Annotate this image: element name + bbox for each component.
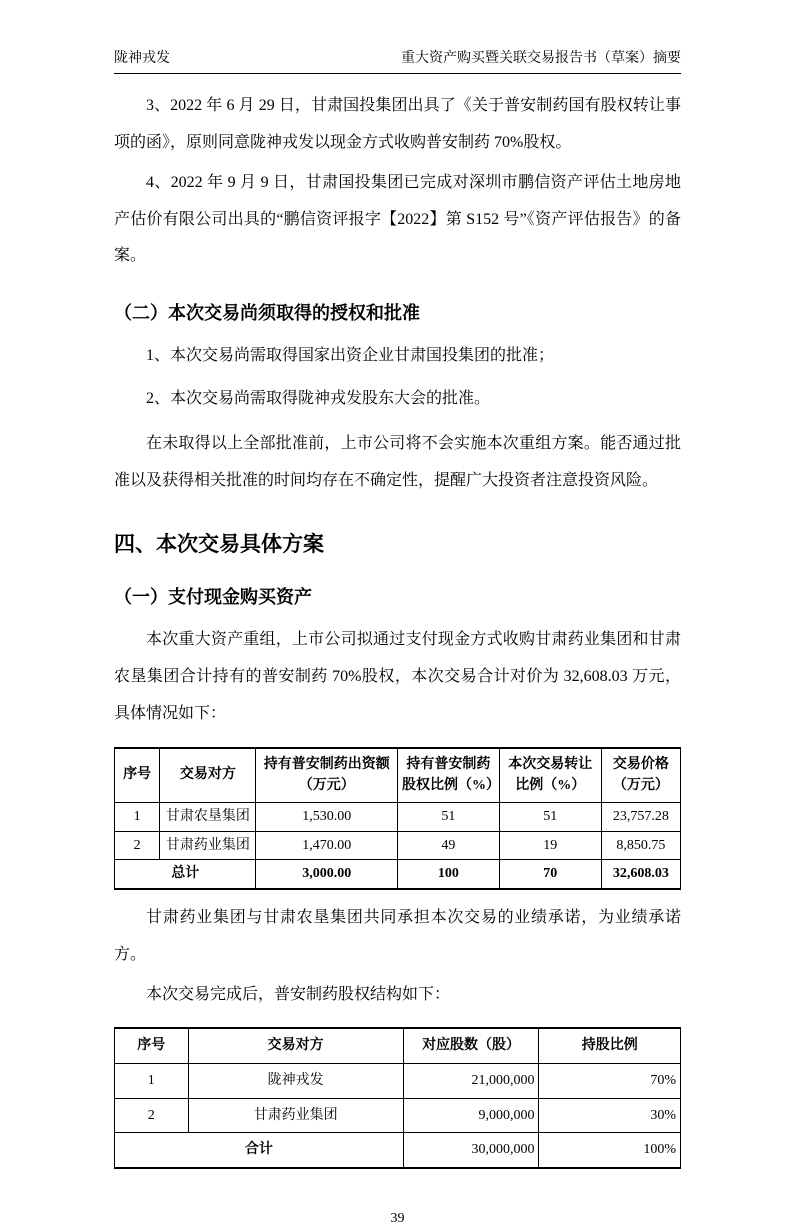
paragraph-structure-note: 本次交易完成后，普安制药股权结构如下： bbox=[146, 985, 451, 1003]
shareholding-table bbox=[114, 1027, 681, 1169]
cell-equity-ratio: 51 bbox=[397, 802, 499, 831]
cell-total-label: 总计 bbox=[115, 860, 256, 889]
column-header-counterparty: 交易对方 bbox=[188, 1028, 403, 1063]
cell-total-shares: 30,000,000 bbox=[403, 1133, 539, 1168]
cell-transfer-ratio: 19 bbox=[499, 831, 601, 860]
pending-approval-item-1: 1、本次交易尚需取得国家出资企业甘肃国投集团的批准； bbox=[146, 347, 555, 365]
cell-capital: 1,470.00 bbox=[256, 831, 398, 860]
table-header-row bbox=[115, 1028, 681, 1063]
chapter-heading-transaction-plan: 四、本次交易具体方案 bbox=[114, 532, 324, 556]
cell-equity-ratio: 49 bbox=[397, 831, 499, 860]
paragraph-approval-item-4: 4、2022 年 9 月 9 日，甘肃国投集团已完成对深圳市鹏信资产评估土地房地产估价有限公司出具的“鹏信资评报字【2022】第 S152 号”《资产评估报告》的备案。 bbox=[114, 173, 681, 265]
column-header-counterparty: 交易对方 bbox=[160, 748, 256, 803]
cell-total-capital: 3,000.00 bbox=[256, 860, 398, 889]
column-header-shares: 对应股数（股） bbox=[403, 1028, 539, 1063]
table-row bbox=[115, 831, 681, 860]
table-row bbox=[115, 1064, 681, 1099]
column-header-capital: 持有普安制药出资额（万元） bbox=[256, 748, 398, 803]
cell-holding-ratio: 30% bbox=[539, 1098, 681, 1133]
table-row bbox=[115, 1098, 681, 1133]
cell-index: 2 bbox=[115, 1098, 189, 1133]
cell-index: 1 bbox=[115, 1064, 189, 1099]
cell-price: 23,757.28 bbox=[601, 802, 680, 831]
pending-approvals-list bbox=[114, 338, 681, 418]
cell-total-holding-ratio: 100% bbox=[539, 1133, 681, 1168]
cell-transfer-ratio: 51 bbox=[499, 802, 601, 831]
cell-total-transfer-ratio: 70 bbox=[499, 860, 601, 889]
paragraph-approval-item-3: 3、2022 年 6 月 29 日，甘肃国投集团出具了《关于普安制药国有股权转让事项的函》，原则同意陇神戎发以现金方式收购普安制药 70%股权。 bbox=[114, 97, 681, 151]
column-header-price: 交易价格（万元） bbox=[601, 748, 680, 803]
page-footer bbox=[114, 1211, 681, 1227]
pending-approval-item-2: 2、本次交易尚需取得陇神戎发股东大会的批准。 bbox=[146, 390, 491, 408]
table-row bbox=[115, 802, 681, 831]
cell-total-price: 32,608.03 bbox=[601, 860, 680, 889]
cell-counterparty: 甘肃药业集团 bbox=[160, 831, 256, 860]
cell-index: 1 bbox=[115, 802, 160, 831]
consideration-table bbox=[114, 747, 681, 890]
paragraph-commitment-note: 甘肃药业集团与甘肃农垦集团共同承担本次交易的业绩承诺，为业绩承诺方。 bbox=[114, 908, 681, 963]
cell-holding-ratio: 70% bbox=[539, 1064, 681, 1099]
cell-counterparty: 甘肃药业集团 bbox=[188, 1098, 403, 1133]
cell-price: 8,850.75 bbox=[601, 831, 680, 860]
cell-total-equity-ratio: 100 bbox=[397, 860, 499, 889]
section-heading-cash-purchase: （一）支付现金购买资产 bbox=[114, 586, 312, 607]
section-heading-pending-approvals: （二）本次交易尚须取得的授权和批准 bbox=[114, 303, 420, 324]
table-total-row bbox=[115, 860, 681, 889]
paragraph-risk-note: 在未取得以上全部批准前，上市公司将不会实施本次重组方案。能否通过批准以及获得相关批准的时间均存在不确定性，提醒广大投资者注意投资风险。 bbox=[114, 434, 681, 489]
column-header-transfer-ratio: 本次交易转让比例（%） bbox=[499, 748, 601, 803]
column-header-equity-ratio: 持有普安制药股权比例（%） bbox=[397, 748, 499, 803]
column-header-holding-ratio: 持股比例 bbox=[539, 1028, 681, 1063]
cell-index: 2 bbox=[115, 831, 160, 860]
table-header-row bbox=[115, 748, 681, 803]
cell-counterparty: 甘肃农垦集团 bbox=[160, 802, 256, 831]
cell-capital: 1,530.00 bbox=[256, 802, 398, 831]
page-number: 39 bbox=[390, 1211, 405, 1227]
header-company-name: 陇神戎发 bbox=[114, 51, 170, 66]
paragraph-deal-intro: 本次重大资产重组，上市公司拟通过支付现金方式收购甘肃药业集团和甘肃农垦集团合计持有的普安制药 70%股权，本次交易合计对价为 32,608.03 万元，具体情况如下： bbox=[114, 631, 681, 722]
cell-total-label: 合计 bbox=[115, 1133, 404, 1168]
table-total-row bbox=[115, 1133, 681, 1168]
cell-shares: 9,000,000 bbox=[403, 1098, 539, 1133]
body-content bbox=[114, 88, 681, 1227]
cell-counterparty: 陇神戎发 bbox=[188, 1064, 403, 1099]
header-report-title: 重大资产购买暨关联交易报告书（草案）摘要 bbox=[401, 51, 681, 66]
running-header bbox=[114, 50, 681, 74]
column-header-index: 序号 bbox=[115, 748, 160, 803]
column-header-index: 序号 bbox=[115, 1028, 189, 1063]
cell-shares: 21,000,000 bbox=[403, 1064, 539, 1099]
